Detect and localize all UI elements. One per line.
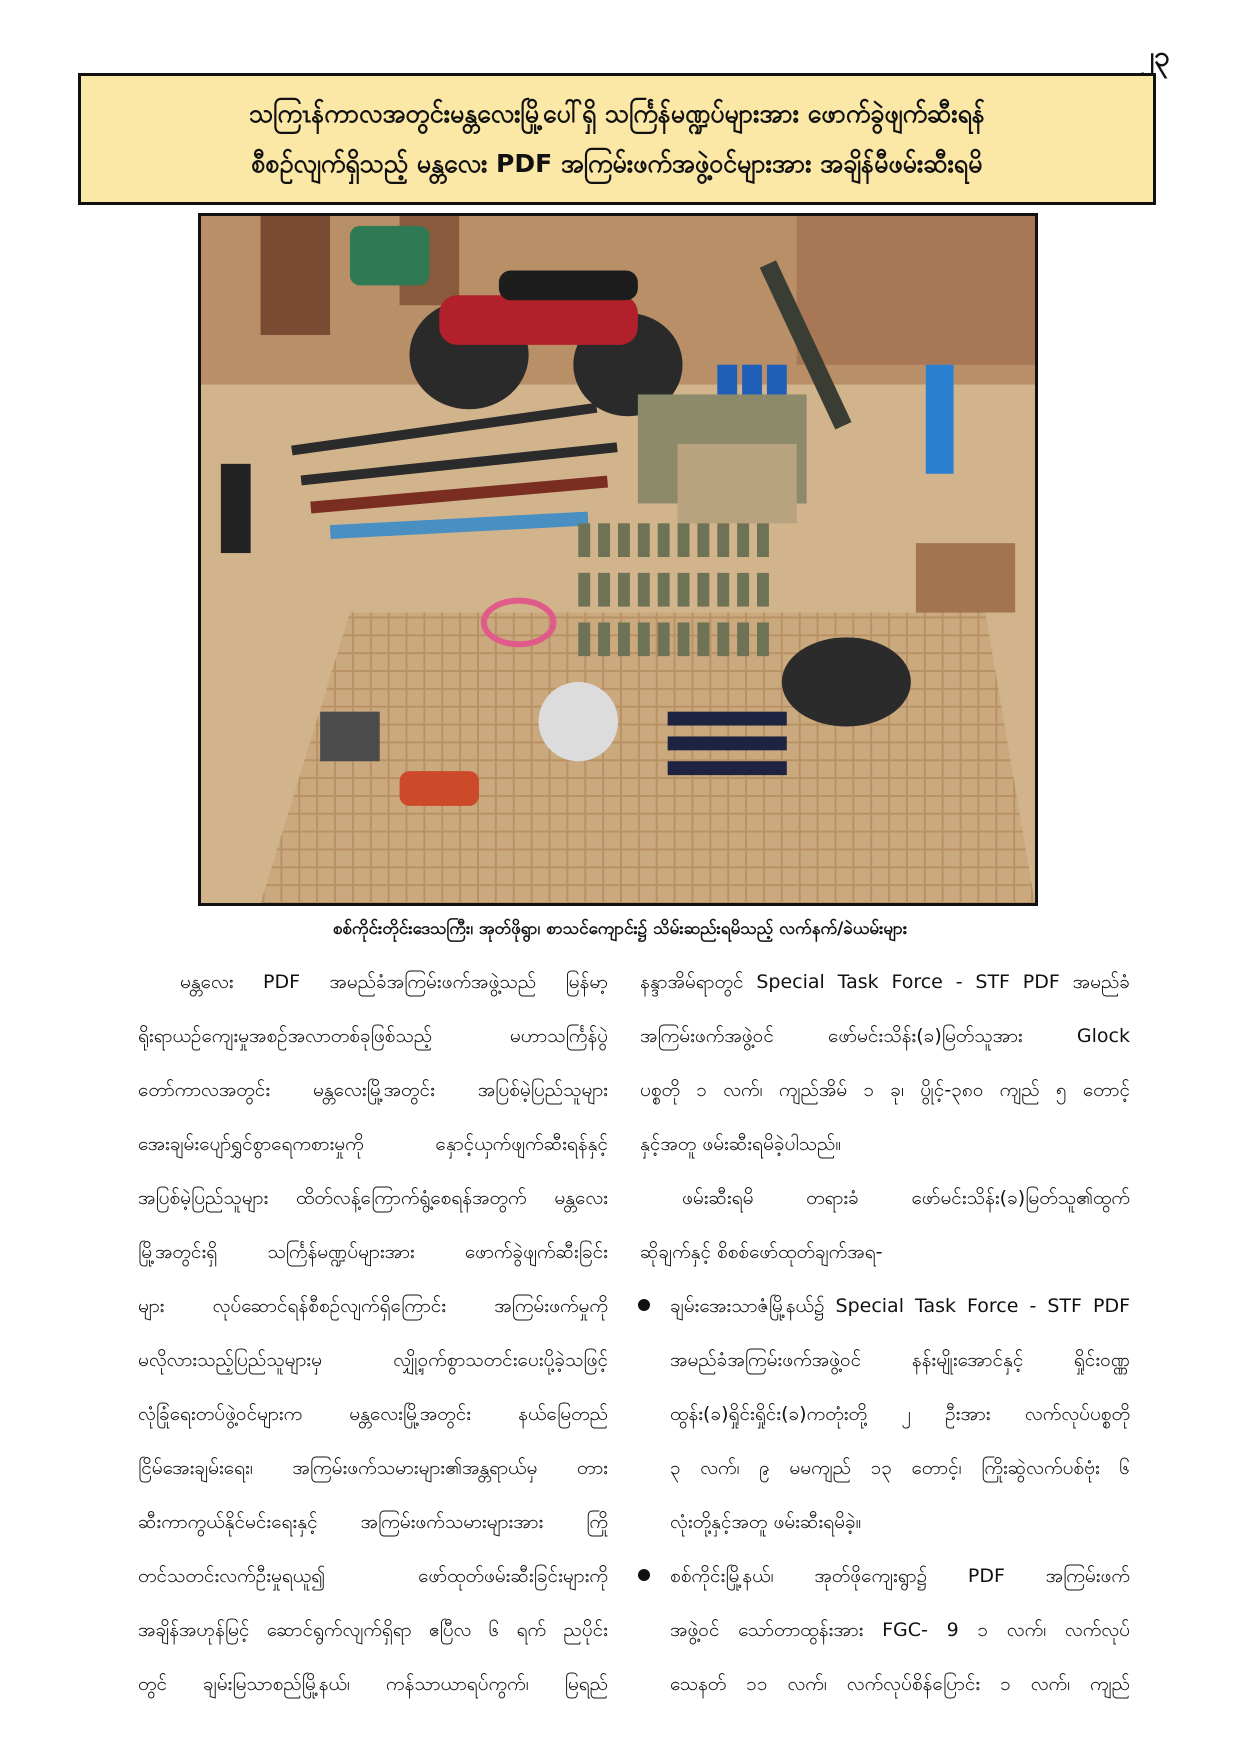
right-line: ဆိုချက်နှင့် စိစစ်ဖော်ထုတ်ချက်အရ-: [640, 1241, 883, 1263]
bullet-icon: [638, 1569, 650, 1581]
page-number: ၂၃: [1140, 40, 1170, 73]
bullet-item: [640, 1279, 1130, 1549]
left-line: ရိုးရာယဉ်ကျေးမှုအစဉ်အလာတစ်ခုဖြစ်သည့် မဟာသင်္ကြန်ပွဲ: [138, 1025, 608, 1047]
left-line: တွင် ချမ်းမြသာစည်မြို့နယ်၊ ကန်သာယာရပ်ကွက်၊ မြရည်: [138, 1673, 608, 1695]
bullet-line: ထွန်း(ခ)ရှိုင်းရှိုင်း(ခ)ကတုံးတို့ ၂ ဦးအား လက်လုပ်ပစ္စတို: [670, 1403, 1130, 1425]
left-line: မလိုလားသည့်ပြည်သူများမှ လျှို့ဝှက်စွာသတင်းပေးပို့ခဲ့သဖြင့်: [138, 1349, 608, 1371]
bullet-line: ၃ လက်၊ ၉ မမကျည် ၁၃ တောင့်၊ ကြိုးဆွဲလက်ပစ်ဗုံး ၆: [670, 1457, 1130, 1479]
left-line: အချိန်အဟုန်မြင့် ဆောင်ရွက်လျက်ရှိရာ ဧပြီလ ၆ ရက် ညပိုင်း: [138, 1619, 608, 1641]
left-line: တော်ကာလအတွင်း မန္တလေးမြို့အတွင်း အပြစ်မဲ့ပြည်သူများ: [138, 1079, 608, 1101]
headline-box: [78, 73, 1156, 205]
left-line: မန္တလေး PDF အမည်ခံအကြမ်းဖက်အဖွဲ့သည် မြန်မာ့: [180, 971, 608, 993]
left-line: များ လုပ်ဆောင်ရန်စီစဉ်လျက်ရှိကြောင်း အကြမ်းဖက်မှုကို: [138, 1295, 608, 1317]
right-column: [640, 955, 1130, 1711]
bullet-line: သေနတ် ၁၁ လက်၊ လက်လုပ်စိန်ပြောင်း ၁ လက်၊ ကျည်: [670, 1673, 1130, 1695]
right-line: နှင့်အတူ ဖမ်းဆီးရမိခဲ့ပါသည်။: [640, 1133, 842, 1155]
right-line: နန္ဒာအိမ်ရာတွင် Special Task Force - STF PDF အမည်ခံ: [640, 971, 1130, 993]
headline-line-2: စီစဉ်လျက်ရှိသည့် မန္တလေး PDF အကြမ်းဖက်အဖွဲ့ဝင်များအား အချိန်မီဖမ်းဆီးရမိ: [251, 149, 983, 178]
right-line: အကြမ်းဖက်အဖွဲ့ဝင် ဖော်မင်းသိန်း(ခ)မြတ်သူအား Glock: [640, 1025, 1130, 1047]
bullet-line: စစ်ကိုင်းမြို့နယ်၊ အုတ်ဖိုကျေးရွာ၌ PDF အကြမ်းဖက်: [670, 1565, 1130, 1587]
right-line: ပစ္စတို ၁ လက်၊ ကျည်အိမ် ၁ ခု၊ ပွိုင့်-၃၈၀ ကျည် ၅ တောင့်: [640, 1079, 1130, 1101]
bullet-item: [640, 1549, 1130, 1711]
bullet-icon: [638, 1299, 650, 1311]
left-line: ဆီးကာကွယ်နိုင်မင်းရေးနှင့် အကြမ်းဖက်သမားများအား ကြို: [138, 1511, 608, 1533]
left-line: လုံခြုံရေးတပ်ဖွဲ့ဝင်များက မန္တလေးမြို့အတွင်း နယ်မြေတည်: [138, 1403, 608, 1425]
bullet-line: အဖွဲ့ဝင် သော်တာထွန်းအား FGC- 9 ၁ လက်၊ လက်လုပ်: [670, 1619, 1130, 1641]
bullet-line: ချမ်းအေးသာဇံမြို့နယ်၌ Special Task Force - STF PDF: [670, 1295, 1130, 1317]
left-line: အပြစ်မဲ့ပြည်သူများ ထိတ်လန့်ကြောက်ရွံ့စေရန်အတွက် မန္တလေး: [138, 1187, 608, 1209]
left-line: မြို့အတွင်းရှိ သင်္ကြန်မဏ္ဍပ်များအား ဖောက်ခွဲဖျက်ဆီးခြင်း: [138, 1241, 608, 1263]
bullet-line: အမည်ခံအကြမ်းဖက်အဖွဲ့ဝင် နန်းမျိုးအောင်နှင့် ရှိုင်းဝဏ္ဏ: [670, 1349, 1130, 1371]
left-column: [138, 955, 608, 1711]
left-line: ငြိမ်အေးချမ်းရေး၊ အကြမ်းဖက်သမားများ၏အန္တရာယ်မှ တား: [138, 1457, 608, 1479]
headline-line-1: သကြၤန်ကာလအတွင်းမန္တလေးမြို့ပေါ်ရှိ သင်္ကြန်မဏ္ဍပ်များအား ဖောက်ခွဲဖျက်ဆီးရန်: [249, 99, 985, 128]
bullet-line: လုံးတို့နှင့်အတူ ဖမ်းဆီးရမိခဲ့။: [670, 1511, 862, 1533]
left-line: အေးချမ်းပျော်ရွှင်စွာရေကစားမှုကို နှောင့်ယှက်ဖျက်ဆီးရန်နှင့်: [138, 1133, 608, 1155]
left-line: တင်သတင်းလက်ဦးမှုရယူ၍ ဖော်ထုတ်ဖမ်းဆီးခြင်းများကို: [138, 1565, 608, 1587]
photo-caption: စစ်ကိုင်းတိုင်းဒေသကြီး၊ အုတ်ဖိုရွာ၊ စာသင်ကျောင်း၌ သိမ်းဆည်းရမိသည့် လက်နက်/ခဲယမ်းများ: [332, 919, 908, 939]
seized-weapons-photo: [198, 213, 1038, 906]
photo-illustration: [201, 216, 1035, 903]
right-line: ဖမ်းဆီးရမိ တရားခံ ဖော်မင်းသိန်း(ခ)မြတ်သူ၏ထွက်: [682, 1187, 1130, 1209]
